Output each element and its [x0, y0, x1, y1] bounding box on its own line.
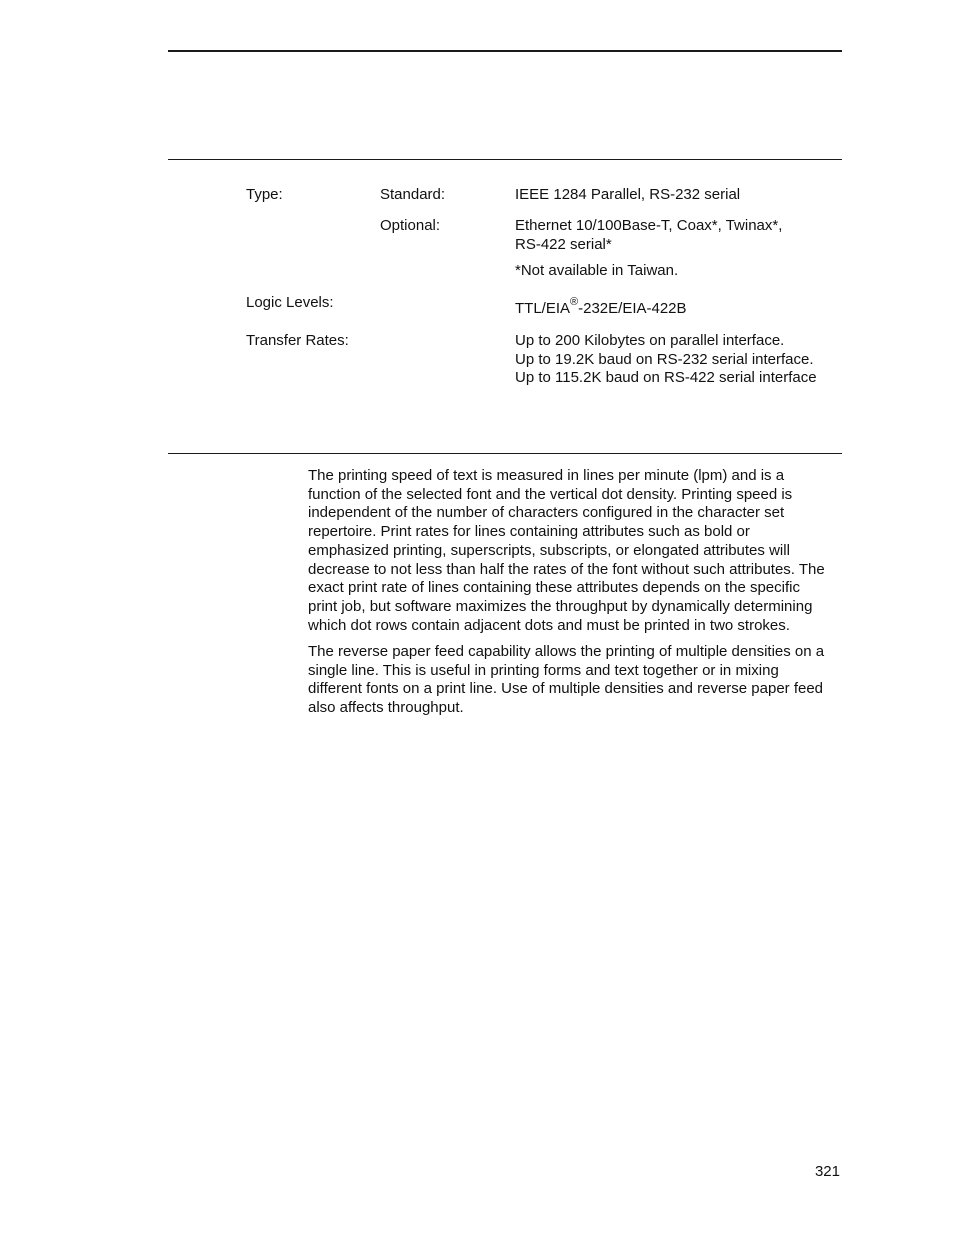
logic-levels-prefix: TTL/EIA: [515, 300, 571, 317]
paragraph-line: print job, but software maximizes the throughput by dynamically determining: [308, 597, 813, 615]
logic-levels-suffix: -232E/EIA-422B: [578, 300, 687, 317]
registered-mark: ®: [570, 296, 579, 308]
logic-levels-label: Logic Levels:: [246, 294, 334, 311]
standard-label: Standard:: [380, 186, 446, 203]
optional-value-line2: RS-422 serial*: [515, 236, 612, 253]
paragraph-line: The printing speed of text is measured in lines per minute (lpm) and is a: [308, 467, 785, 484]
optional-label: Optional:: [380, 217, 441, 234]
paragraph-line: exact print rate of lines containing these attributes depends on the specific: [308, 579, 800, 597]
paragraph-line: repertoire. Print rates for lines containing attributes such as bold or: [308, 523, 750, 541]
section-rule-interface: [168, 159, 842, 160]
availability-footnote: *Not available in Taiwan.: [515, 262, 679, 279]
section-rule-print-speed: [168, 453, 842, 454]
paragraph-line: single line. This is useful in printing forms and text together or in mixing: [308, 661, 779, 679]
optional-value-line1: Ethernet 10/100Base-T, Coax*, Twinax*,: [515, 217, 783, 234]
paragraph-line: emphasized printing, superscripts, subscripts, or elongated attributes will: [308, 541, 790, 559]
header-rule: [168, 50, 842, 52]
transfer-rate-rs422: Up to 115.2K baud on RS-422 serial interface: [515, 369, 817, 386]
transfer-rates-label: Transfer Rates:: [246, 332, 349, 349]
logic-levels-value: [515, 296, 687, 318]
paragraph-line: function of the selected font and the vertical dot density. Printing speed is: [308, 485, 793, 503]
transfer-rate-rs232: Up to 19.2K baud on RS-232 serial interface.: [515, 351, 814, 368]
paragraph-line: The reverse paper feed capability allows the printing of multiple densities on a: [308, 643, 825, 660]
transfer-rate-parallel: Up to 200 Kilobytes on parallel interface.: [515, 332, 785, 349]
paragraph-line: different fonts on a print line. Use of multiple densities and reverse paper feed: [308, 680, 824, 698]
paragraph-line: decrease to not less than half the rates of the font without such attributes. The: [308, 560, 825, 578]
paragraph-line: which dot rows contain adjacent dots and must be printed in two strokes.: [308, 616, 790, 634]
paragraph-line: independent of the number of characters configured in the character set: [308, 504, 785, 522]
print-speed-paragraph-1: [308, 467, 844, 635]
print-speed-paragraph-2: [308, 643, 844, 718]
page-number: 321: [814, 1163, 840, 1180]
paragraph-line: also affects throughput.: [308, 699, 464, 717]
type-label: Type:: [246, 186, 283, 203]
standard-value: IEEE 1284 Parallel, RS-232 serial: [515, 186, 741, 203]
